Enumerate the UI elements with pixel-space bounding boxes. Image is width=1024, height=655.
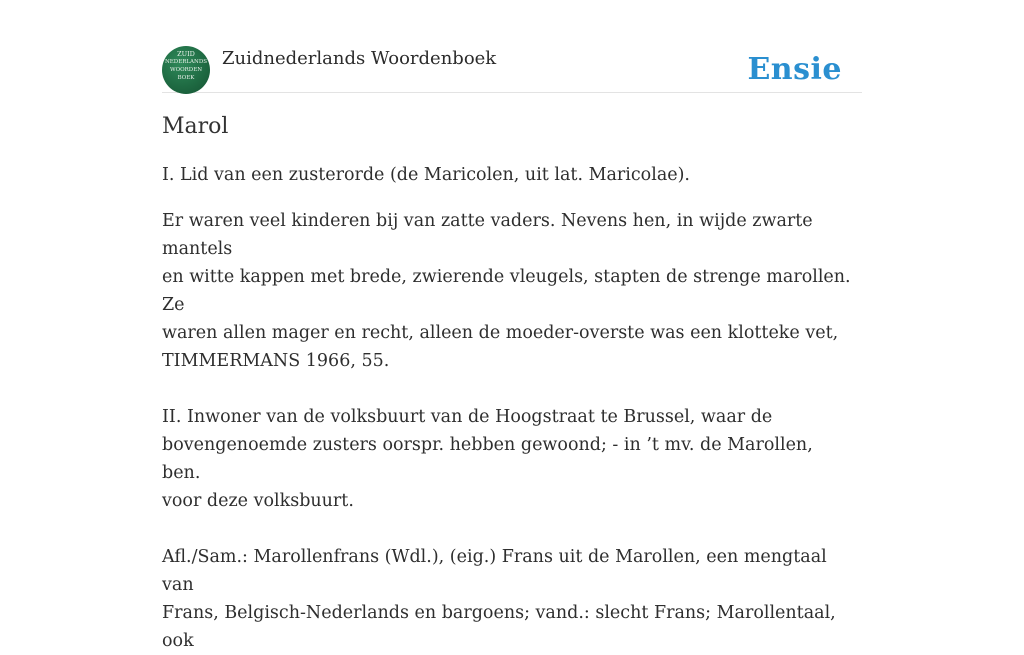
logo-text-line: ZUID (177, 50, 195, 58)
derivation-text: Afl./Sam.: Marollenfrans (Wdl.), (eig.) Frans uit de Marollen, een mengtaal van Frans, Belgisch-Nederlands en bargoens; vand.: slecht Frans; Marollentaal, ook (162, 547, 836, 651)
quote-one: Er waren veel kinderen bij van zatte vaders. Nevens hen, in wijde zwarte mantels en witte kappen met brede, zwierende vleugels, stapten de strenge marollen. Ze waren allen mager en recht, alleen de moeder-overste was een klotteke vet, TIMMERMANS 1966, 55. (162, 211, 851, 371)
dictionary-title-link[interactable]: Zuidnederlands Woordenboek (222, 48, 497, 69)
entry-title: Marol (162, 114, 229, 139)
site-logo[interactable] (162, 46, 210, 94)
site-header (162, 44, 862, 93)
ensie-brand-logo[interactable]: Ensie (747, 52, 842, 87)
entry-content (162, 114, 852, 655)
definition-two: II. Inwoner van de volksbuurt van de Hoogstraat te Brussel, waar de bovengenoemde zusters oorspr. hebben gewoond; - in ’t mv. de Marollen, ben. voor deze volksbuurt. (162, 407, 813, 511)
definition-one: I. Lid van een zusterorde (de Maricolen, uit lat. Maricolae). (162, 165, 690, 185)
logo-text-line: NEDERLANDS (164, 59, 207, 65)
logo-text-line: BOEK (177, 75, 195, 81)
logo-text-line: WOORDEN (169, 67, 203, 73)
